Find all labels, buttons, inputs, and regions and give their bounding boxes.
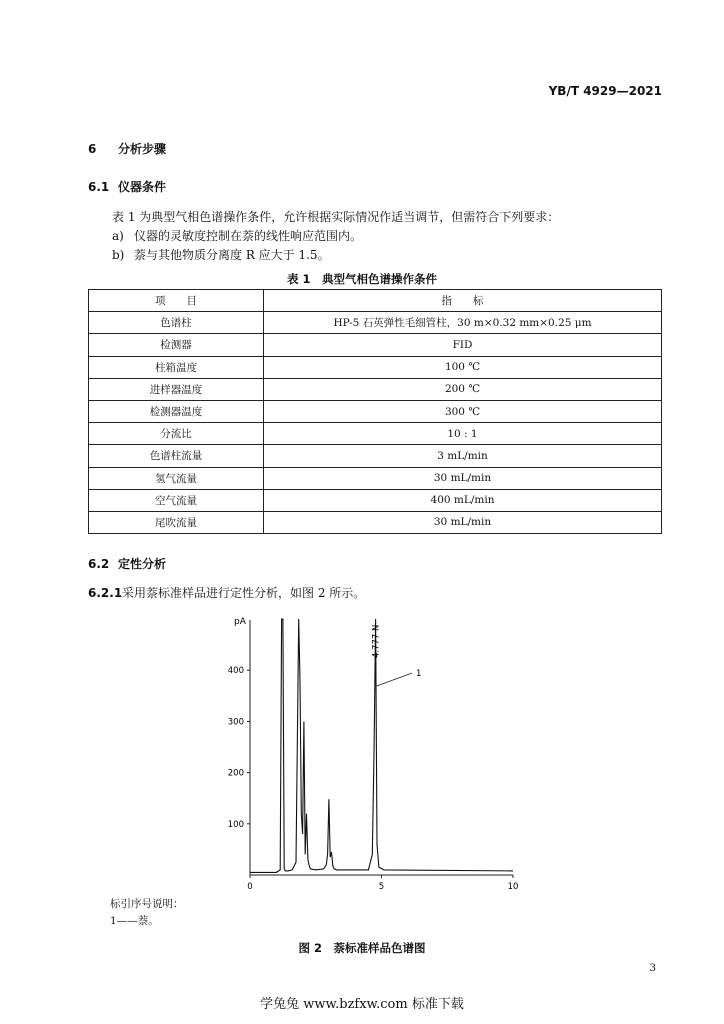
section-number: 6 <box>88 142 97 156</box>
table-cell: 进样器温度 <box>89 378 264 400</box>
table-cell: HP-5 石英弹性毛细管柱，30 m×0.32 mm×0.25 μm <box>264 312 662 334</box>
x-tick-label: 0 <box>247 882 253 892</box>
standard-code: YB/T 4929—2021 <box>548 84 662 98</box>
chromatogram-chart <box>220 610 530 900</box>
list-item-text: 仪器的灵敏度控制在萘的线性响应范围内。 <box>134 229 363 243</box>
section-number: 6.2.1 <box>88 586 123 600</box>
legend-note-title: 标引序号说明： <box>110 898 184 910</box>
list-item <box>112 227 362 244</box>
table-1-caption: 表 1 典型气相色谱操作条件 <box>286 272 437 286</box>
table-cell: 检测器 <box>89 334 264 356</box>
table-cell: 柱箱温度 <box>89 356 264 378</box>
table-header-cell: 指 标 <box>264 290 662 312</box>
table-cell: 色谱柱流量 <box>89 445 264 467</box>
section-title: 定性分析 <box>118 557 167 571</box>
conditions-table <box>88 289 662 534</box>
footer-watermark: 学兔兔 www.bzfxw.com 标准下载 <box>260 997 464 1012</box>
x-tick-label: 5 <box>378 882 385 892</box>
table-cell: 10 : 1 <box>264 423 662 445</box>
table-cell: 30 mL/min <box>264 467 662 489</box>
section-6-1-heading <box>88 178 166 195</box>
section-text: 采用萘标准样品进行定性分析，如图 2 所示。 <box>122 586 366 600</box>
table-row <box>89 445 662 467</box>
section-title: 分析步骤 <box>118 142 167 156</box>
section-6-1-intro: 表 1 为典型气相色谱操作条件，允许根据实际情况作适当调节，但需符合下列要求： <box>112 210 560 224</box>
list-item-label: a) <box>112 229 124 243</box>
y-tick-label: 100 <box>227 819 244 830</box>
callout-leader <box>377 673 412 686</box>
table-cell: 检测器温度 <box>89 400 264 422</box>
section-6-heading <box>88 140 166 157</box>
table-header-cell: 项 目 <box>89 290 264 312</box>
table-cell: 100 ℃ <box>264 356 662 378</box>
callout-number: 1 <box>416 669 422 679</box>
section-number: 6.1 <box>88 180 110 194</box>
table-cell: FID <box>264 334 662 356</box>
figure-2-caption: 图 2 萘标准样品色谱图 <box>298 941 426 955</box>
table-cell: 3 mL/min <box>264 445 662 467</box>
section-title: 仪器条件 <box>118 180 167 194</box>
y-axis-label: pA <box>234 617 246 627</box>
table-cell: 色谱柱 <box>89 312 264 334</box>
table-row <box>89 400 662 422</box>
table-cell: 200 ℃ <box>264 378 662 400</box>
table-row <box>89 378 662 400</box>
table-row <box>89 334 662 356</box>
table-row <box>89 511 662 533</box>
section-6-2-heading <box>88 555 166 572</box>
table-header-row <box>89 290 662 312</box>
table-cell: 尾吹流量 <box>89 511 264 533</box>
peak-label: 4.777 N <box>371 624 382 658</box>
table-cell: 氢气流量 <box>89 467 264 489</box>
table-cell: 30 mL/min <box>264 511 662 533</box>
table-row <box>89 356 662 378</box>
section-number: 6.2 <box>88 557 110 571</box>
table-row <box>89 312 662 334</box>
list-item <box>112 246 330 263</box>
table-row <box>89 423 662 445</box>
table-row <box>89 467 662 489</box>
y-tick-label: 300 <box>227 717 244 728</box>
page-number: 3 <box>649 962 656 974</box>
y-tick-label: 200 <box>227 768 244 779</box>
table-row <box>89 489 662 511</box>
x-tick-label: 10 <box>507 882 519 892</box>
y-tick-label: 400 <box>227 666 244 677</box>
section-6-2-1 <box>88 584 365 601</box>
list-item-label: b) <box>112 248 125 262</box>
list-item-text: 萘与其他物质分离度 R 应大于 1.5。 <box>134 248 330 262</box>
table-cell: 空气流量 <box>89 489 264 511</box>
table-cell: 400 mL/min <box>264 489 662 511</box>
table-cell: 300 ℃ <box>264 400 662 422</box>
legend-note-item: 1——萘。 <box>110 915 159 927</box>
table-cell: 分流比 <box>89 423 264 445</box>
